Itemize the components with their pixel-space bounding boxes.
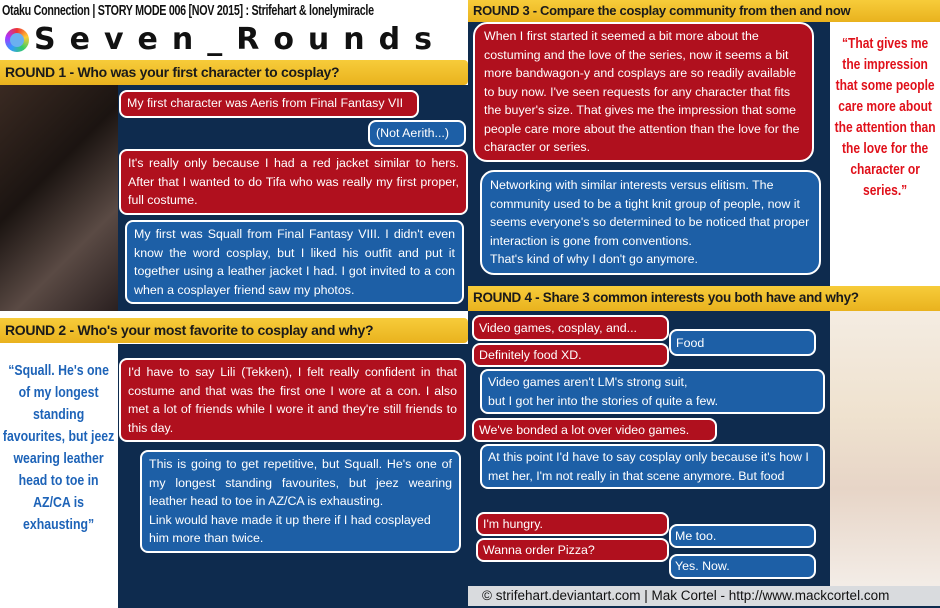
pull-quote: “That gives me the impression that some people care more about the attention than the love for the character or series.” bbox=[834, 36, 936, 199]
round1-title: ROUND 1 - Who was your first character to cosplay? bbox=[0, 60, 468, 85]
message-bubble bbox=[140, 450, 461, 553]
message-bubble bbox=[480, 369, 825, 414]
footer-credit: © strifehart.deviantart.com | Mak Cortel - http://www.mackcortel.com bbox=[468, 586, 940, 606]
message-bubble: When I first started it seemed a bit more about the costuming and the love of the series, now it seems a bit more bandwagon-y and cosplays are so readily available to buy now. I've seen requests for any character that fits the buyer's size. That gives me the impression that some people care more about the attention than the love for the character or series. bbox=[473, 22, 814, 162]
message-bubble: My first was Squall from Final Fantasy VIII. I didn't even know the word cosplay, but I liked his outfit and put it together using a leather jacket I had. I got invited to a con when a cosplayer friend saw my photos. bbox=[125, 220, 464, 304]
round4-title: ROUND 4 - Share 3 common interests you both have and why? bbox=[468, 286, 940, 311]
pull-quote: “Squall. He's one of my longest standing favourites, but jeez wearing leather head to toe in AZ/CA is exhausting” bbox=[2, 362, 115, 533]
message-bubble: Food bbox=[669, 329, 816, 356]
message-bubble: I'd have to say Lili (Tekken), I felt really confident in that costume and that was the first one I wore at a con. I also met a lot of friends while I wore it and they're still friends to this day. bbox=[119, 358, 466, 442]
cosplayer-photo-lili bbox=[830, 311, 940, 608]
message-text: Link would have made it up there if I had cosplayed him more than twice. bbox=[149, 512, 431, 545]
message-bubble: (Not Aerith...) bbox=[368, 120, 466, 147]
round2-title: ROUND 2 - Who's your most favorite to cosplay and why? bbox=[0, 318, 468, 343]
message-text: Networking with similar interests versus elitism. The community used to be a tight knit group of people, now it seems everyone's so determined to be noticed that proper interaction is gone from conventions. bbox=[490, 178, 810, 248]
message-bubble: At this point I'd have to say cosplay only because it's how I met her, I'm not really in that scene anymore. But food bbox=[480, 444, 825, 489]
message-bubble: Definitely food XD. bbox=[472, 343, 669, 367]
message-bubble: Yes. Now. bbox=[669, 554, 816, 579]
main-title: Seven_Rounds bbox=[34, 22, 446, 57]
message-text: Video games aren't LM's strong suit, bbox=[488, 375, 688, 389]
message-bubble: We've bonded a lot over video games. bbox=[472, 418, 717, 442]
message-bubble: Wanna order Pizza? bbox=[476, 538, 669, 562]
logo-icon bbox=[5, 28, 29, 52]
round3-title: ROUND 3 - Compare the cosplay community from then and now bbox=[468, 0, 940, 22]
message-text: but I got her into the stories of quite a few. bbox=[488, 393, 719, 408]
message-text: This is going to get repetitive, but Squall. He's one of my longest standing favourites, but jeez wearing leather head to toe in AZ/CA is exhausting. bbox=[149, 457, 452, 508]
series-title: Otaku Connection | STORY MODE 006 [NOV 2015] : Strifehart & lonelymiracle bbox=[2, 3, 374, 19]
message-bubble bbox=[480, 170, 821, 275]
message-bubble: Video games, cosplay, and... bbox=[472, 315, 669, 341]
message-bubble: My first character was Aeris from Final Fantasy VII bbox=[119, 90, 419, 118]
message-text: That's kind of why I don't go anymore. bbox=[490, 252, 698, 266]
message-bubble: I'm hungry. bbox=[476, 512, 669, 536]
message-bubble: It's really only because I had a red jacket similar to hers. After that I wanted to do Tifa who was really my first proper, full costume. bbox=[119, 149, 468, 215]
message-bubble: Me too. bbox=[669, 524, 816, 548]
cosplayer-photo-squall bbox=[0, 85, 118, 311]
